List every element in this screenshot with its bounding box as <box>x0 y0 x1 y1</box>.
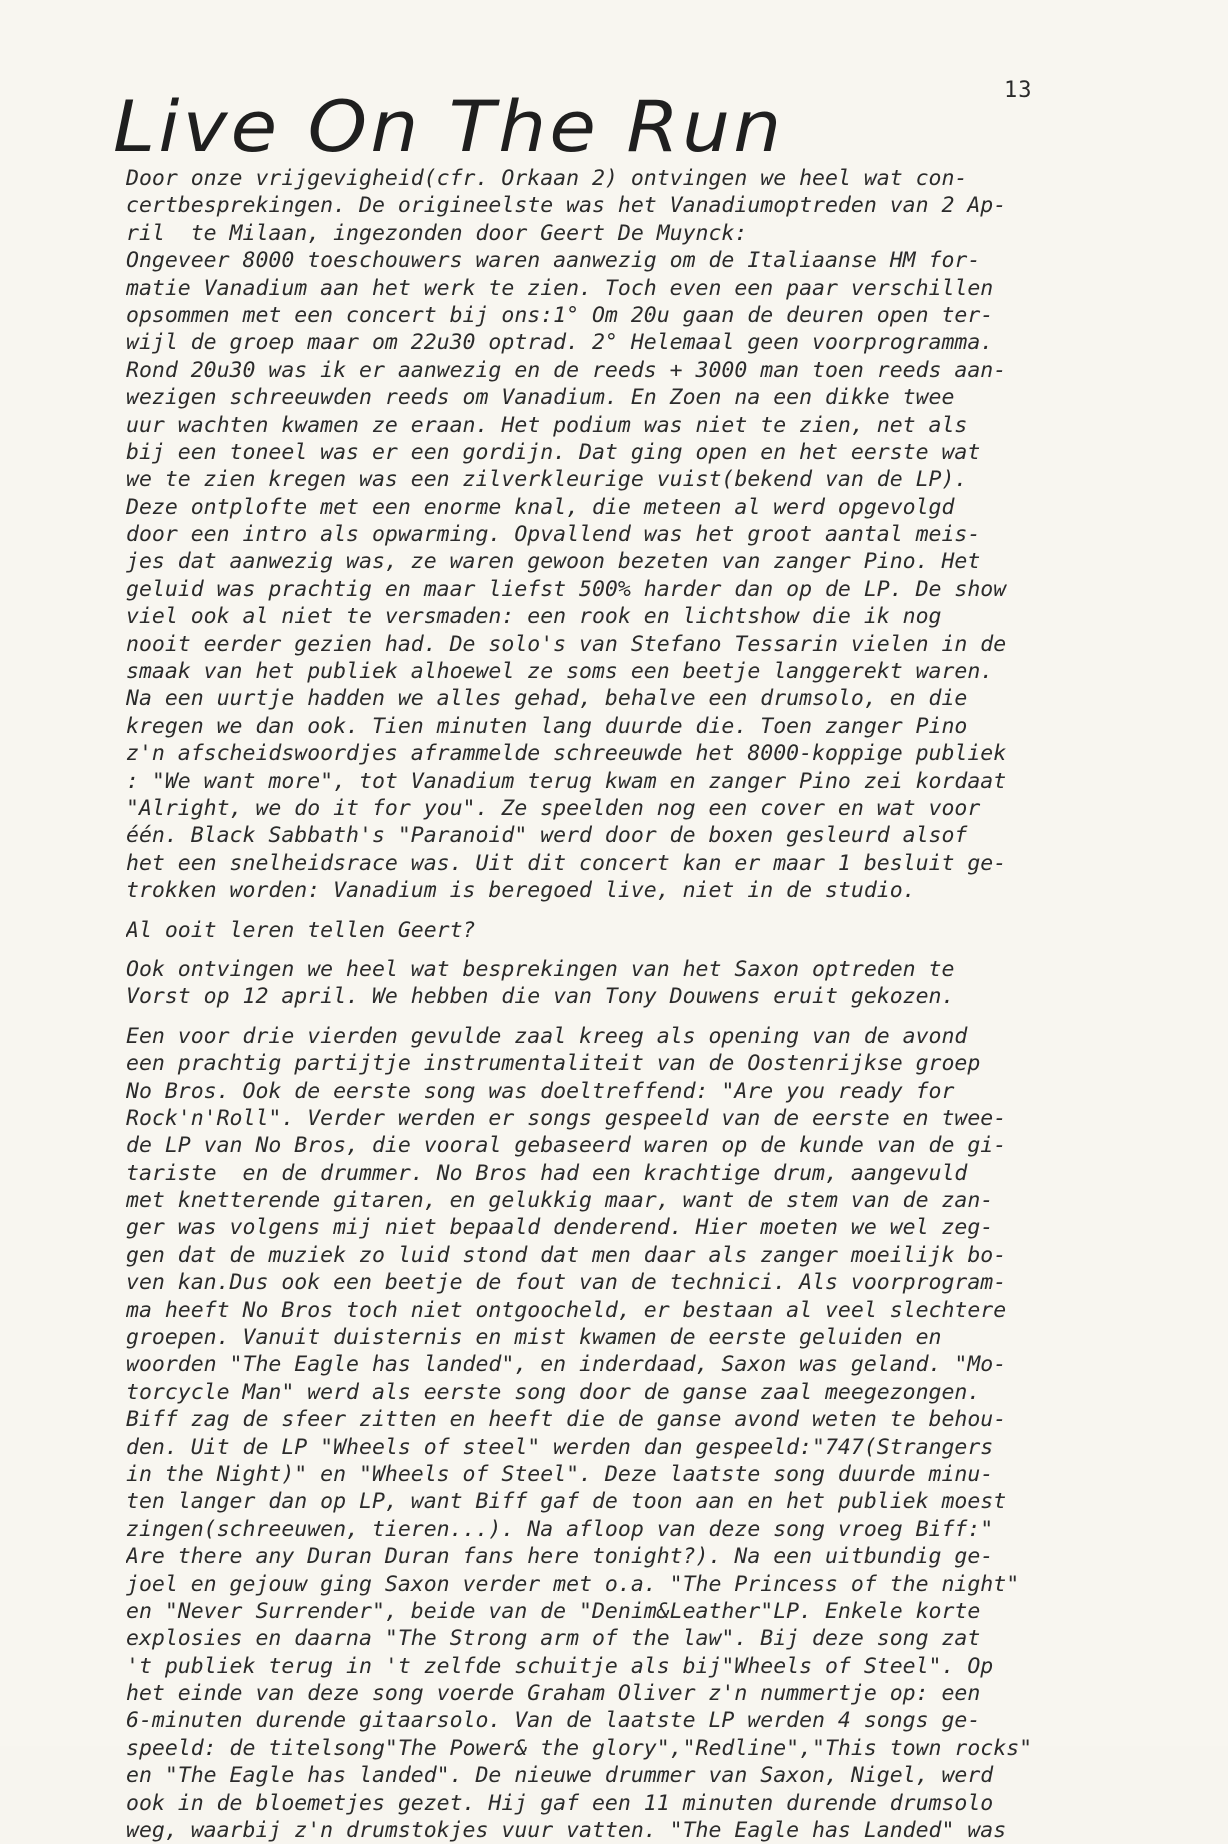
text-line: ook in de bloemetjes gezet. Hij gaf een 11 minuten durende drumsolo <box>126 1790 994 1816</box>
text-line: zingen(schreeuwen, tieren...). Na afloop van deze song vroeg Biff:" <box>126 1516 994 1542</box>
text-line: ger was volgens mij niet bepaald denderend. Hier moeten we wel zeg- <box>126 1215 994 1241</box>
text-line: ven kan.Dus ook een beetje de fout van de technici. Als voorprogram- <box>126 1270 1007 1296</box>
text-line: in the Night)" en "Wheels of Steel". Deze laatste song duurde minu- <box>126 1461 994 1487</box>
text-line: wijl de groep maar om 22u30 optrad. 2° Helemaal geen voorprogramma. <box>126 330 994 356</box>
text-line: weg, waarbij z'n drumstokjes vuur vatten. "The Eagle has Landed" was <box>126 1818 1007 1844</box>
text-line: groepen. Vanuit duisternis en mist kwamen de eerste geluiden en <box>126 1325 942 1351</box>
text-line: viel ook al niet te versmaden: een rook en lichtshow die ik nog <box>126 604 942 630</box>
text-line: nooit eerder gezien had. De solo's van Stefano Tessarin vielen in de <box>126 631 1007 657</box>
text-line: explosies en daarna "The Strong arm of the law". Bij deze song zat <box>126 1626 981 1652</box>
text-line: met knetterende gitaren, en gelukkig maar, want de stem van de zan- <box>126 1188 994 1214</box>
text-line: uur wachten kwamen ze eraan. Het podium was niet te zien, net als <box>126 412 968 438</box>
text-line: door een intro als opwarming. Opvallend was het groot aantal meis- <box>126 522 981 548</box>
text-line: Ongeveer 8000 toeschouwers waren aanwezig om de Italiaanse HM for- <box>126 248 981 274</box>
text-line: we te zien kregen was een zilverkleurige vuist(bekend van de LP). <box>126 467 968 493</box>
text-line: torcycle Man" werd als eerste song door de ganse zaal meegezongen. <box>126 1379 981 1405</box>
paragraph <box>126 1023 1116 1844</box>
paragraph <box>126 165 1116 905</box>
text-line: en "Never Surrender", beide van de "Denim&Leather"LP. Enkele korte <box>126 1598 981 1624</box>
text-line: matie Vanadium aan het werk te zien. Toch even een paar verschillen <box>126 275 994 301</box>
text-line: z'n afscheidswoordjes aframmelde schreeuwde het 8000-koppige publiek <box>126 741 1007 767</box>
text-line: "Alright, we do it for you". Ze speelden nog een cover en wat voor <box>126 795 981 821</box>
page-number: 13 <box>1004 78 1033 103</box>
paragraph <box>126 956 1116 1011</box>
text-line: Ook ontvingen we heel wat besprekingen van het Saxon optreden te <box>126 956 955 982</box>
text-line: Door onze vrijgevigheid(cfr. Orkaan 2) ontvingen we heel wat con- <box>126 166 968 191</box>
text-line: 6-minuten durende gitaarsolo. Van de laatste LP werden 4 songs ge- <box>126 1708 981 1734</box>
article-title: Live On The Run <box>113 86 785 168</box>
text-line: kregen we dan ook. Tien minuten lang duurde die. Toen zanger Pino <box>126 713 968 739</box>
text-line: de LP van No Bros, die vooral gebaseerd waren op de kunde van de gi- <box>126 1133 1007 1159</box>
text-line: Al ooit leren tellen Geert? <box>126 917 476 943</box>
text-line: geluid was prachtig en maar liefst 500% harder dan op de LP. De show <box>126 576 1007 602</box>
text-line: tariste en de drummer. No Bros had een krachtige drum, aangevuld <box>126 1160 968 1186</box>
text-line: smaak van het publiek alhoewel ze soms een beetje langgerekt waren. <box>126 659 994 685</box>
text-line: één. Black Sabbath's "Paranoid" werd door de boxen gesleurd alsof <box>126 823 968 849</box>
text-line: Vorst op 12 april. We hebben die van Tony Douwens eruit gekozen. <box>126 984 955 1010</box>
text-line: Na een uurtje hadden we alles gehad, behalve een drumsolo, en die <box>126 686 968 712</box>
text-line: en "The Eagle has landed". De nieuwe drummer van Saxon, Nigel, werd <box>126 1763 994 1789</box>
text-line: opsommen met een concert bij ons:1° Om 20u gaan de deuren open ter- <box>126 302 994 328</box>
text-line: den. Uit de LP "Wheels of steel" werden dan gespeeld:"747(Strangers <box>126 1434 994 1460</box>
text-line: ril te Milaan, ingezonden door Geert De Muynck: <box>126 220 748 246</box>
text-line: wezigen schreeuwden reeds om Vanadium. En Zoen na een dikke twee <box>126 385 955 411</box>
text-line: Rond 20u30 was ik er aanwezig en de reeds + 3000 man toen reeds aan- <box>126 357 1007 383</box>
text-line: een prachtig partijtje instrumentaliteit van de Oostenrijkse groep <box>126 1051 981 1077</box>
text-line: Biff zag de sfeer zitten en heeft die de ganse avond weten te behou- <box>126 1407 1007 1433</box>
text-line: gen dat de muziek zo luid stond dat men daar als zanger moeilijk bo- <box>126 1242 1007 1268</box>
text-line: certbesprekingen. De origineelste was het Vanadiumoptreden van 2 Ap- <box>126 193 1007 219</box>
text-line: Een voor drie vierden gevulde zaal kreeg als opening van de avond <box>126 1023 968 1049</box>
text-line: Are there any Duran Duran fans here tonight?). Na een uitbundig ge- <box>126 1544 994 1570</box>
text-line: 't publiek terug in 't zelfde schuitje als bij"Wheels of Steel". Op <box>126 1653 994 1679</box>
text-line: trokken worden: Vanadium is beregoed live, niet in de studio. <box>126 878 916 904</box>
text-line: ma heeft No Bros toch niet ontgoocheld, er bestaan al veel slechtere <box>126 1297 1007 1323</box>
text-line: bij een toneel was er een gordijn. Dat ging open en het eerste wat <box>126 439 981 465</box>
text-line: ten langer dan op LP, want Biff gaf de toon aan en het publiek moest <box>126 1489 1007 1515</box>
text-line: het einde van deze song voerde Graham Oliver z'n nummertje op: een <box>126 1681 981 1707</box>
text-line: No Bros. Ook de eerste song was doeltreffend: "Are you ready for <box>126 1078 955 1104</box>
text-line: joel en gejouw ging Saxon verder met o.a. "The Princess of the night" <box>126 1571 1020 1597</box>
text-line: Deze ontplofte met een enorme knal, die meteen al werd opgevolgd <box>126 494 955 520</box>
article-body <box>126 165 1116 1844</box>
text-line: het een snelheidsrace was. Uit dit concert kan er maar 1 besluit ge- <box>126 850 1007 876</box>
text-line: woorden "The Eagle has landed", en inderdaad, Saxon was geland. "Mo- <box>126 1352 1007 1378</box>
text-line: jes dat aanwezig was, ze waren gewoon bezeten van zanger Pino. Het <box>126 549 981 575</box>
paragraph <box>126 917 1116 944</box>
text-line: speeld: de titelsong"The Power& the glory","Redline","This town rocks" <box>126 1735 1033 1761</box>
text-line: : "We want more", tot Vanadium terug kwam en zanger Pino zei kordaat <box>126 768 1007 794</box>
text-line: Rock'n'Roll". Verder werden er songs gespeeld van de eerste en twee- <box>126 1105 1007 1131</box>
